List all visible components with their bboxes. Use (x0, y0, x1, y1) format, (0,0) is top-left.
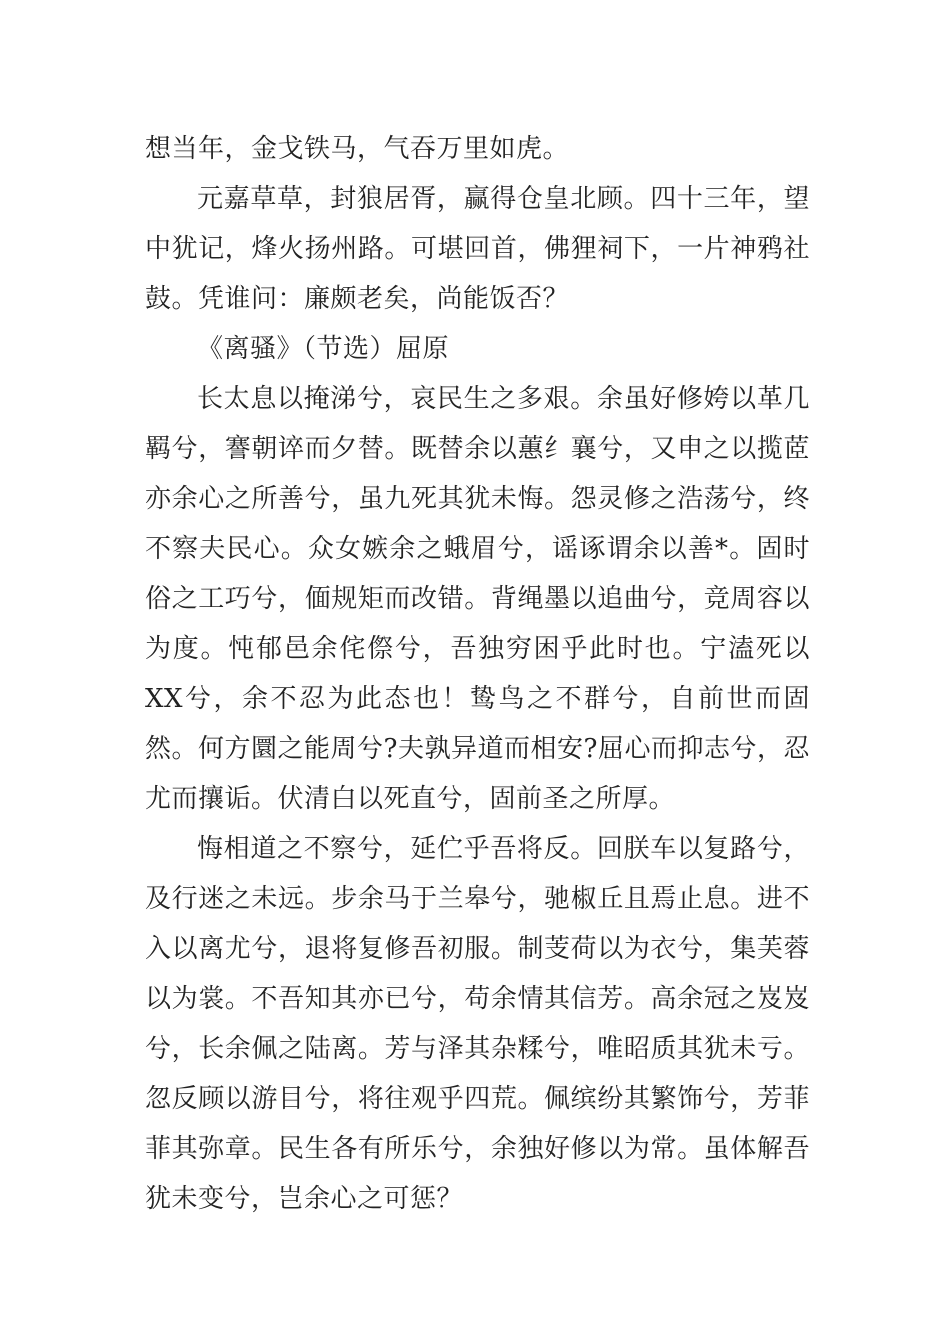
paragraph-lisao-2: 悔相道之不察兮，延伫乎吾将反。回朕车以复路兮，及行迷之未远。步余马于兰皋兮，驰椒丘且焉止息。进不入以离尤兮，退将复修吾初服。制芰荷以为衣兮，集芙蓉以为裳。不吾知其亦已兮，苟余情其信芳。高余冠之岌岌兮，长余佩之陆离。芳与泽其杂糅兮，唯昭质其犹未亏。忽反顾以游目兮，将往观乎四荒。佩缤纷其繁饰兮，芳菲菲其弥章。民生各有所乐兮，余独好修以为常。虽体解吾犹未变兮，岂余心之可惩？ (145, 834, 810, 1214)
paragraph-poem-ending: 想当年，金戈铁马，气吞万里如虎。 (145, 134, 570, 164)
paragraph-poem-stanza: 元嘉草草，封狼居胥，赢得仓皇北顾。四十三年，望中犹记，烽火扬州路。可堪回首，佛狸祠下，一片神鸦社鼓。凭谁问：廉颇老矣，尚能饭否？ (145, 184, 810, 314)
document-body (145, 124, 810, 1224)
section-heading-lisao: 《离骚》（节选）屈原 (197, 334, 450, 364)
paragraph-lisao-1: 长太息以掩涕兮，哀民生之多艰。余虽好修姱以革几羁兮，謇朝谇而夕替。既替余以蕙纟襄兮，又申之以揽茝亦余心之所善兮，虽九死其犹未悔。怨灵修之浩荡兮，终不察夫民心。众女嫉余之蛾眉兮，谣诼谓余以善*。固时俗之工巧兮，偭规矩而改错。背绳墨以追曲兮，竞周容以为度。忳郁邑余侘傺兮，吾独穷困乎此时也。宁溘死以XX兮，余不忍为此态也！鸷鸟之不群兮，自前世而固然。何方圜之能周兮?夫孰异道而相安?屈心而抑志兮，忍尤而攘诟。伏清白以死直兮，固前圣之所厚。 (145, 384, 810, 814)
